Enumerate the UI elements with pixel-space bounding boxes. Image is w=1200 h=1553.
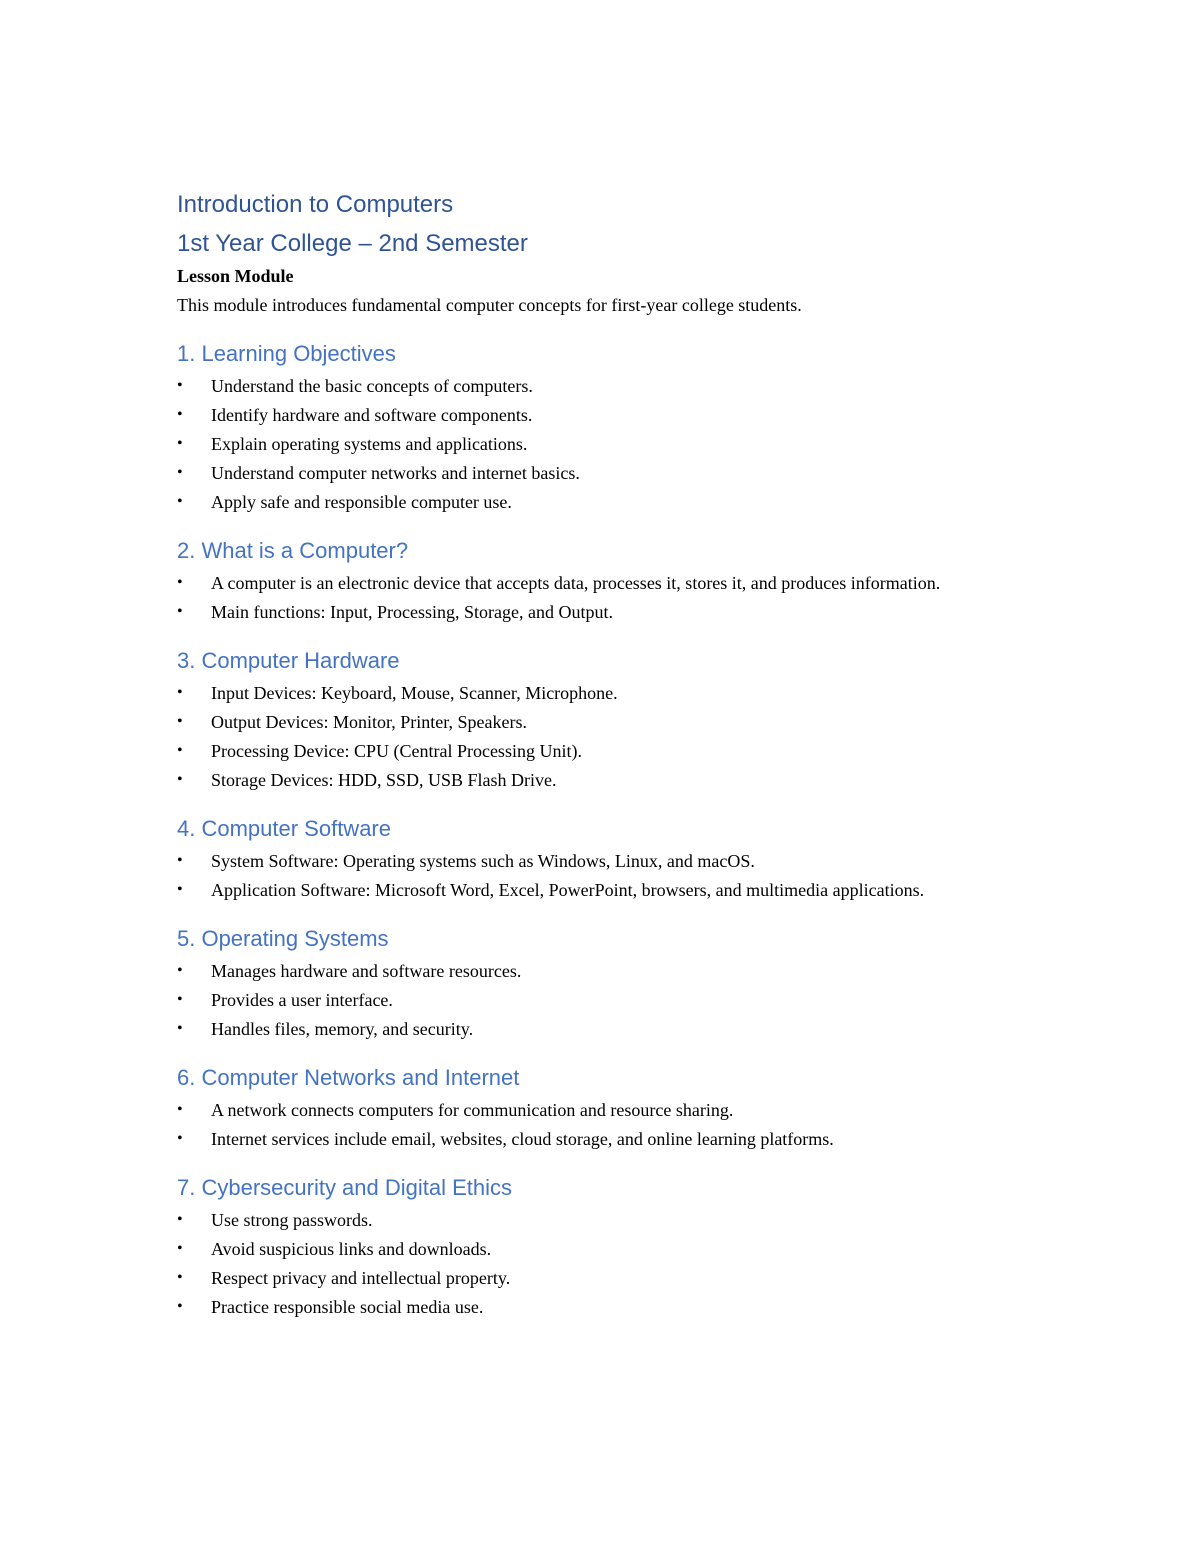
- document-body: [177, 188, 1037, 1322]
- bullet-icon: •: [177, 1269, 183, 1286]
- bullet-icon: •: [177, 603, 183, 620]
- bullet-icon: •: [177, 435, 183, 452]
- bullet-icon: •: [177, 684, 183, 701]
- bullet-list: [177, 679, 1037, 794]
- section: [177, 814, 1037, 904]
- list-item: [177, 1293, 1037, 1321]
- bullet-list: [177, 847, 1037, 904]
- section: [177, 1063, 1037, 1153]
- list-item-text: Handles files, memory, and security.: [211, 1019, 474, 1039]
- bullet-icon: •: [177, 574, 183, 591]
- list-item-text: System Software: Operating systems such as Windows, Linux, and macOS.: [211, 851, 755, 871]
- list-item-text: Understand computer networks and internet basics.: [211, 463, 580, 483]
- section: [177, 924, 1037, 1043]
- list-item: [177, 876, 1037, 904]
- list-item: [177, 766, 1037, 794]
- section: [177, 646, 1037, 794]
- bullet-icon: •: [177, 881, 183, 898]
- bullet-icon: •: [177, 742, 183, 759]
- list-item-text: Identify hardware and software components.: [211, 405, 533, 425]
- section: [177, 536, 1037, 626]
- list-item: [177, 372, 1037, 400]
- list-item: [177, 569, 1037, 597]
- bullet-list: [177, 569, 1037, 626]
- bullet-icon: •: [177, 464, 183, 481]
- list-item: [177, 459, 1037, 487]
- bullet-icon: •: [177, 493, 183, 510]
- list-item: [177, 1015, 1037, 1043]
- list-item: [177, 598, 1037, 626]
- list-item-text: Manages hardware and software resources.: [211, 961, 522, 981]
- section-heading: 3. Computer Hardware: [177, 648, 400, 673]
- list-item-text: Explain operating systems and applications.: [211, 434, 528, 454]
- section: [177, 339, 1037, 516]
- list-item: [177, 1264, 1037, 1292]
- list-item-text: A computer is an electronic device that accepts data, processes it, stores it, and produces information.: [211, 573, 941, 593]
- bullet-icon: •: [177, 852, 183, 869]
- list-item-text: Main functions: Input, Processing, Storage, and Output.: [211, 602, 613, 622]
- sections-container: [177, 339, 1037, 1321]
- list-item: [177, 957, 1037, 985]
- section-heading: 5. Operating Systems: [177, 926, 389, 951]
- section: [177, 1173, 1037, 1321]
- list-item-text: A network connects computers for communication and resource sharing.: [211, 1100, 734, 1120]
- list-item-text: Application Software: Microsoft Word, Excel, PowerPoint, browsers, and multimedia applications.: [211, 880, 925, 900]
- section-heading: 1. Learning Objectives: [177, 341, 396, 366]
- section-heading: 4. Computer Software: [177, 816, 391, 841]
- section-heading: 2. What is a Computer?: [177, 538, 409, 563]
- bullet-icon: •: [177, 1240, 183, 1257]
- list-item: [177, 1235, 1037, 1263]
- list-item-text: Provides a user interface.: [211, 990, 393, 1010]
- section-heading: 6. Computer Networks and Internet: [177, 1065, 520, 1090]
- lesson-module-label: Lesson Module: [177, 266, 294, 286]
- list-item-text: Apply safe and responsible computer use.: [211, 492, 512, 512]
- bullet-icon: •: [177, 377, 183, 394]
- document-subtitle: 1st Year College – 2nd Semester: [177, 230, 528, 257]
- bullet-icon: •: [177, 406, 183, 423]
- bullet-icon: •: [177, 1020, 183, 1037]
- list-item: [177, 488, 1037, 516]
- list-item-text: Understand the basic concepts of computers.: [211, 376, 533, 396]
- section-heading: 7. Cybersecurity and Digital Ethics: [177, 1175, 513, 1200]
- list-item-text: Internet services include email, websites, cloud storage, and online learning platforms.: [211, 1129, 834, 1149]
- list-item-text: Avoid suspicious links and downloads.: [211, 1239, 492, 1259]
- bullet-icon: •: [177, 1211, 183, 1228]
- list-item: [177, 1206, 1037, 1234]
- list-item-text: Processing Device: CPU (Central Processing Unit).: [211, 741, 582, 761]
- bullet-icon: •: [177, 1298, 183, 1315]
- list-item-text: Output Devices: Monitor, Printer, Speakers.: [211, 712, 528, 732]
- list-item: [177, 430, 1037, 458]
- list-item: [177, 708, 1037, 736]
- list-item-text: Use strong passwords.: [211, 1210, 373, 1230]
- bullet-icon: •: [177, 962, 183, 979]
- list-item-text: Respect privacy and intellectual property.: [211, 1268, 511, 1288]
- list-item-text: Input Devices: Keyboard, Mouse, Scanner, Microphone.: [211, 683, 618, 703]
- list-item: [177, 986, 1037, 1014]
- bullet-icon: •: [177, 713, 183, 730]
- list-item: [177, 401, 1037, 429]
- list-item-text: Storage Devices: HDD, SSD, USB Flash Drive.: [211, 770, 557, 790]
- intro-paragraph: This module introduces fundamental computer concepts for first-year college students.: [177, 295, 802, 315]
- bullet-list: [177, 1206, 1037, 1321]
- bullet-icon: •: [177, 771, 183, 788]
- list-item-text: Practice responsible social media use.: [211, 1297, 484, 1317]
- list-item: [177, 847, 1037, 875]
- list-item: [177, 679, 1037, 707]
- list-item: [177, 737, 1037, 765]
- list-item: [177, 1096, 1037, 1124]
- document-title: Introduction to Computers: [177, 191, 454, 218]
- list-item: [177, 1125, 1037, 1153]
- bullet-list: [177, 1096, 1037, 1153]
- bullet-icon: •: [177, 1130, 183, 1147]
- bullet-list: [177, 957, 1037, 1043]
- bullet-icon: •: [177, 991, 183, 1008]
- bullet-icon: •: [177, 1101, 183, 1118]
- bullet-list: [177, 372, 1037, 516]
